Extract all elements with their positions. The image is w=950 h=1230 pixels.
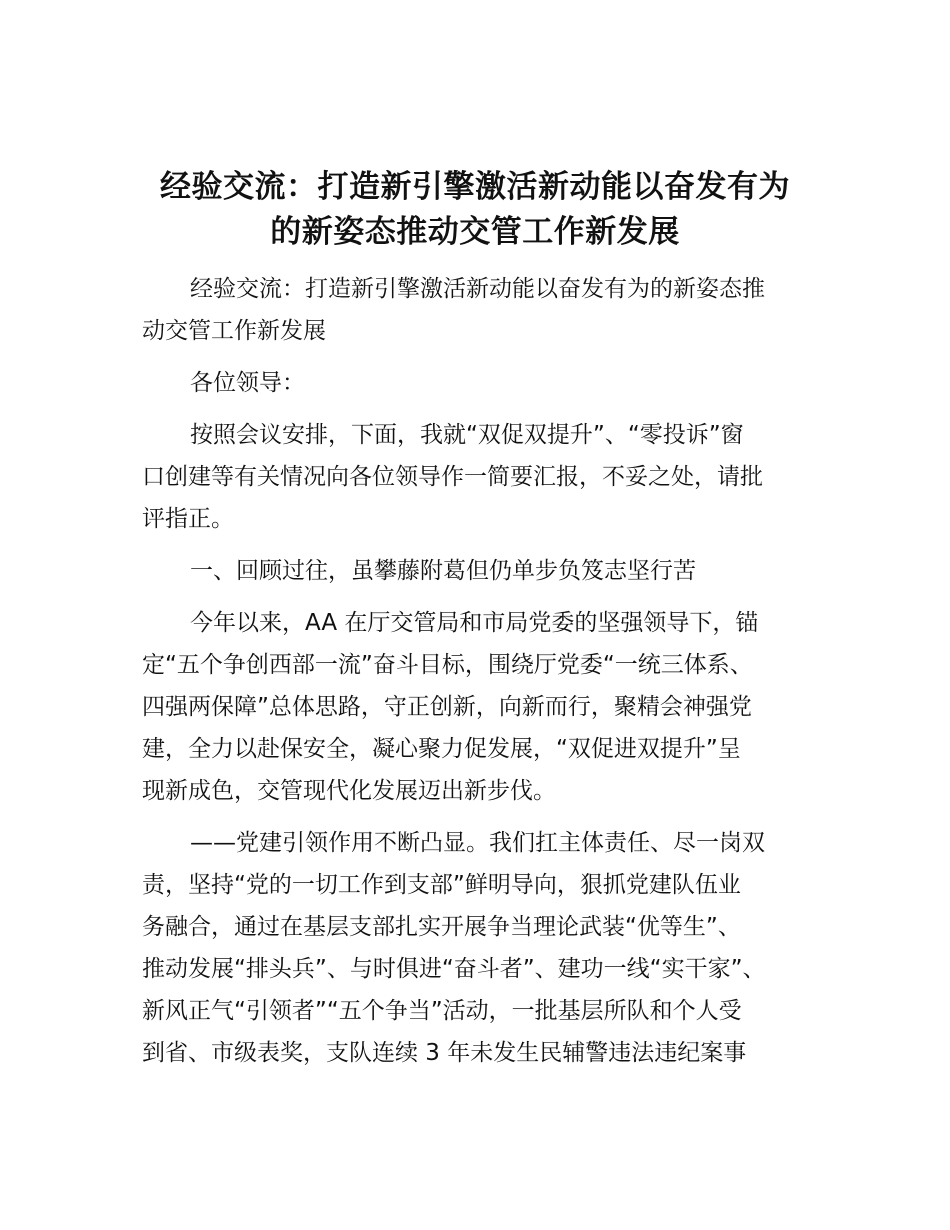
paragraph-subtitle (142, 268, 810, 352)
text-line: 建，全力以赴保安全，凝心聚力促发展，“双促进双提升”呈 (142, 736, 741, 762)
text-line: 到省、市级表奖，支队连续 3 年未发生民辅警违法违纪案事 (142, 1040, 747, 1066)
text-line: 务融合，通过在基层支部扎实开展争当理论武装“优等生”、 (142, 914, 741, 940)
paragraph-intro (142, 414, 810, 540)
paragraph-party-building (142, 822, 810, 1074)
title-line: 经验交流：打造新引擎激活新动能以奋发有为 (160, 169, 790, 205)
paragraph-review (142, 602, 810, 812)
paragraph-section-heading (142, 550, 810, 592)
text-line: 责，坚持“党的一切工作到支部”鲜明导向，狠抓党建队伍业 (142, 872, 741, 898)
text-line: 一、回顾过往，虽攀藤附葛但仍单步负笈志坚行苦 (190, 558, 696, 584)
text-line: 动交管工作新发展 (142, 318, 326, 344)
text-line: 定“五个争创西部一流”奋斗目标，围绕厅党委“一统三体系、 (142, 652, 753, 678)
text-line: 四强两保障”总体思路，守正创新，向新而行，聚精会神强党 (142, 694, 752, 720)
text-line: 新风正气“引领者”“五个争当”活动，一批基层所队和个人受 (142, 998, 742, 1024)
text-line: 今年以来，AA 在厅交管局和市局党委的坚强领导下，锚 (190, 610, 759, 636)
text-line: 口创建等有关情况向各位领导作一简要汇报，不妥之处，请批 (142, 464, 763, 490)
text-line: 按照会议安排，下面，我就“双促双提升”、“零投诉”窗 (190, 422, 744, 448)
text-line: 各位领导： (190, 370, 305, 396)
document-title (140, 165, 810, 255)
document-body (142, 268, 810, 1084)
title-line: 的新姿态推动交管工作新发展 (270, 214, 680, 250)
text-line: 评指正。 (142, 506, 234, 532)
paragraph-salutation (142, 362, 810, 404)
text-line: 经验交流：打造新引擎激活新动能以奋发有为的新姿态推 (190, 276, 765, 302)
text-line: ——党建引领作用不断凸显。我们扛主体责任、尽一岗双 (190, 830, 765, 856)
text-line: 推动发展“排头兵”、与时俱进“奋斗者”、建功一线“实干家”、 (142, 956, 766, 982)
text-line: 现新成色，交管现代化发展迈出新步伐。 (142, 778, 556, 804)
